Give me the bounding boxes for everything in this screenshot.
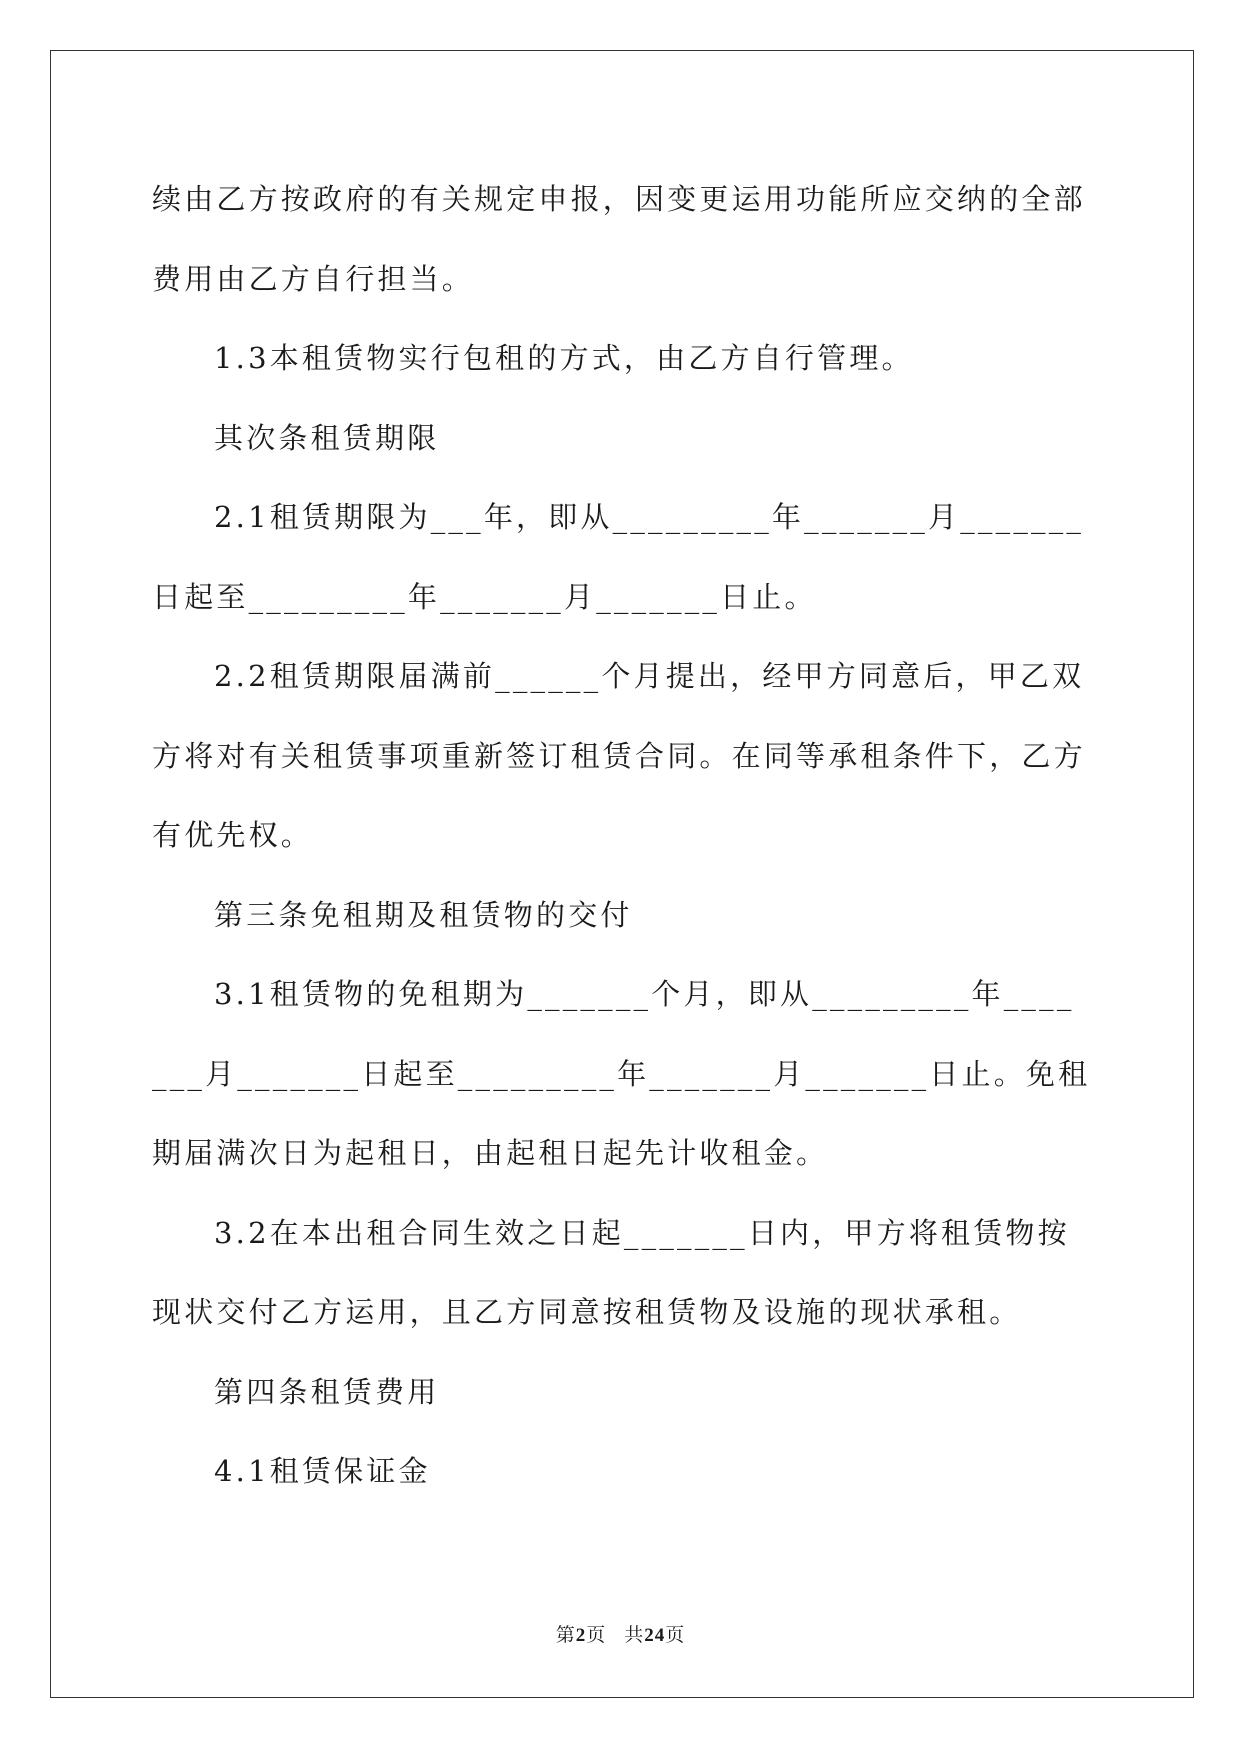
paragraph: 2.2租赁期限届满前______个月提出，经甲方同意后，甲乙双方将对有关租赁事项重新签订租赁合同。在同等承租条件下，乙方有优先权。 xyxy=(152,659,1086,852)
document-body xyxy=(152,160,1092,1512)
page-number: 2 xyxy=(575,1625,587,1646)
paragraph: 2.1租赁期限为___年，即从_________年_______月_______日起至_________年_______月_______日止。 xyxy=(152,500,1085,614)
total-prefix: 共 xyxy=(624,1624,645,1646)
paragraph: 4.1租赁保证金 xyxy=(214,1454,431,1488)
paragraph: 1.3本租赁物实行包租的方式，由乙方自行管理。 xyxy=(214,341,914,375)
paragraph: 3.1租赁物的免租期为_______个月，即从_________年_______月_______日起至_________年_______月_______日止。免租期届满次日为起租日，由起租日起先计收租金。 xyxy=(152,977,1091,1170)
page-suffix: 页 xyxy=(586,1624,607,1646)
section-heading: 第三条免租期及租赁物的交付 xyxy=(214,897,633,932)
page-prefix: 第 xyxy=(555,1624,576,1646)
paragraph: 3.2在本出租合同生效之日起_______日内，甲方将租赁物按现状交付乙方运用，且乙方同意按租赁物及设施的现状承租。 xyxy=(152,1215,1070,1329)
total-suffix: 页 xyxy=(665,1624,686,1646)
page-footer xyxy=(0,1620,1241,1647)
section-heading: 第四条租赁费用 xyxy=(214,1374,440,1409)
section-heading: 其次条租赁期限 xyxy=(214,420,440,455)
total-pages: 24 xyxy=(644,1625,666,1646)
paragraph: 续由乙方按政府的有关规定申报，因变更运用功能所应交纳的全部费用由乙方自行担当。 xyxy=(152,182,1086,296)
